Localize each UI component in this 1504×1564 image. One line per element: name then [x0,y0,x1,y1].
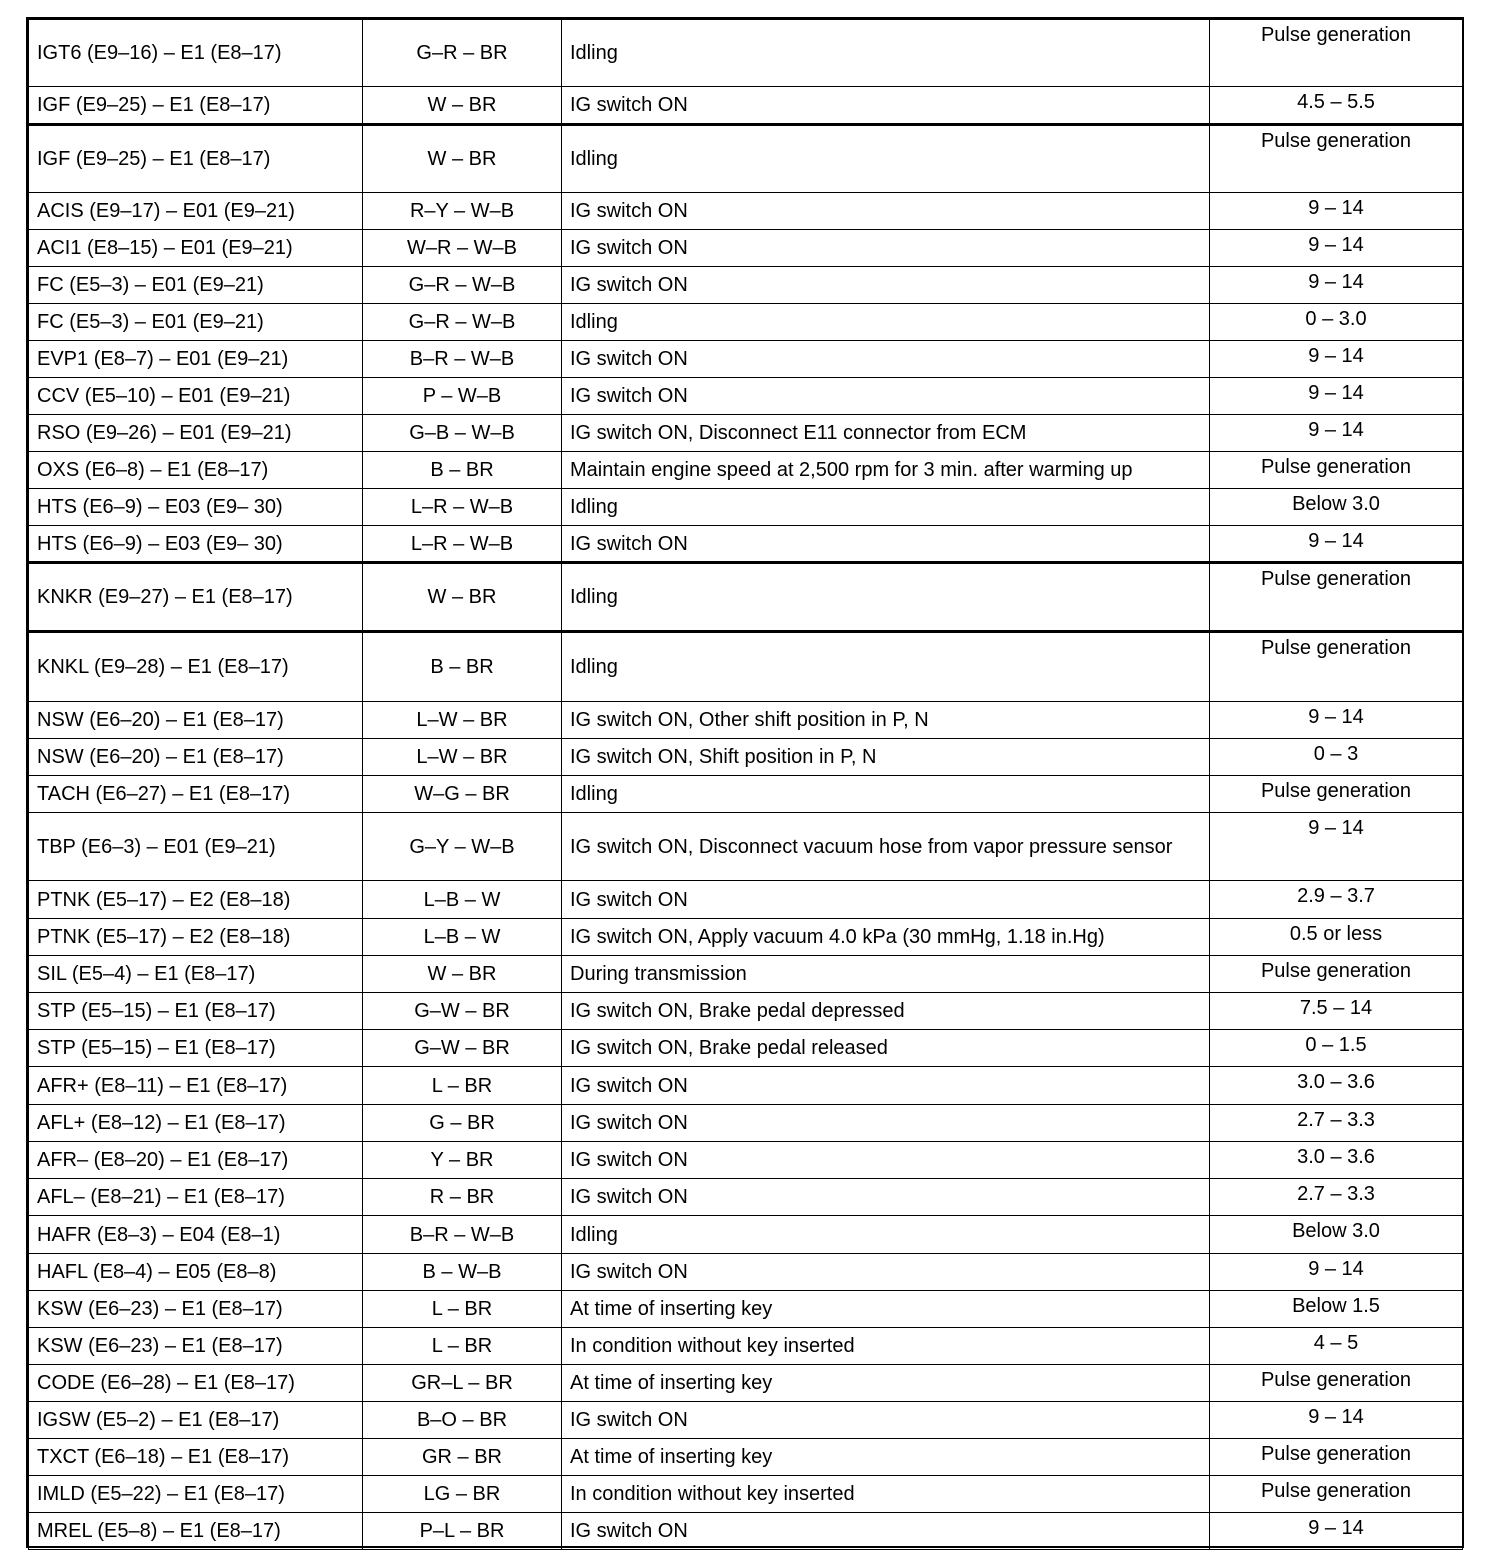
specified-condition-cell: 9 – 14 [1210,267,1463,304]
specified-condition-cell: Pulse generation [1210,776,1463,813]
specified-condition-cell: 9 – 14 [1210,526,1463,563]
terminal-cell: TXCT (E6–18) – E1 (E8–17) [29,1439,363,1476]
condition-cell: IG switch ON [562,1105,1210,1142]
specified-condition-cell: 7.5 – 14 [1210,993,1463,1030]
specified-condition-cell: 3.0 – 3.6 [1210,1067,1463,1105]
condition-cell: Idling [562,125,1210,193]
specified-condition-cell: 9 – 14 [1210,813,1463,881]
wiring-color-cell: L–R – W–B [363,526,562,563]
condition-cell: IG switch ON, Apply vacuum 4.0 kPa (30 mmHg, 1.18 in.Hg) [562,919,1210,956]
table-row [29,1328,1463,1365]
wiring-color-cell: P–L – BR [363,1513,562,1550]
table-row [29,1216,1463,1254]
condition-cell: Maintain engine speed at 2,500 rpm for 3 min. after warming up [562,452,1210,489]
terminal-cell: CODE (E6–28) – E1 (E8–17) [29,1365,363,1402]
table-row [29,230,1463,267]
terminal-cell: KNKR (E9–27) – E1 (E8–17) [29,563,363,632]
wiring-color-cell: R – BR [363,1179,562,1216]
specified-condition-cell: 2.7 – 3.3 [1210,1105,1463,1142]
specified-condition-cell: 4 – 5 [1210,1328,1463,1365]
condition-cell: IG switch ON, Shift position in P, N [562,739,1210,776]
terminal-cell: AFR– (E8–20) – E1 (E8–17) [29,1142,363,1179]
terminal-cell: NSW (E6–20) – E1 (E8–17) [29,702,363,739]
condition-cell: IG switch ON [562,193,1210,230]
table-row [29,1030,1463,1067]
terminal-cell: IGSW (E5–2) – E1 (E8–17) [29,1402,363,1439]
table-row [29,1365,1463,1402]
wiring-color-cell: P – W–B [363,378,562,415]
wiring-color-cell: G–R – BR [363,20,562,87]
specified-condition-cell: Below 1.5 [1210,1291,1463,1328]
table-row [29,993,1463,1030]
table-row [29,813,1463,881]
terminal-cell: NSW (E6–20) – E1 (E8–17) [29,739,363,776]
table-row [29,702,1463,739]
condition-cell: IG switch ON [562,526,1210,563]
condition-cell: At time of inserting key [562,1291,1210,1328]
specified-condition-cell: Pulse generation [1210,563,1463,632]
condition-cell: Idling [562,563,1210,632]
wiring-color-cell: LG – BR [363,1476,562,1513]
specified-condition-cell: Pulse generation [1210,1365,1463,1402]
table-row [29,193,1463,230]
table-body [29,20,1463,1550]
terminal-cell: HAFL (E8–4) – E05 (E8–8) [29,1254,363,1291]
condition-cell: IG switch ON [562,1254,1210,1291]
table-row [29,1067,1463,1105]
condition-cell: In condition without key inserted [562,1476,1210,1513]
wiring-color-cell: L – BR [363,1067,562,1105]
condition-cell: IG switch ON [562,230,1210,267]
wiring-color-cell: W–G – BR [363,776,562,813]
table-row [29,881,1463,919]
wiring-color-cell: L – BR [363,1328,562,1365]
wiring-color-cell: W – BR [363,563,562,632]
specified-condition-cell: Pulse generation [1210,956,1463,993]
wiring-color-cell: W – BR [363,956,562,993]
wiring-color-cell: W – BR [363,87,562,125]
wiring-color-cell: G–Y – W–B [363,813,562,881]
ecm-terminal-table [28,19,1463,1550]
specified-condition-cell: 3.0 – 3.6 [1210,1142,1463,1179]
wiring-color-cell: B–O – BR [363,1402,562,1439]
condition-cell: At time of inserting key [562,1439,1210,1476]
terminal-cell: HTS (E6–9) – E03 (E9– 30) [29,489,363,526]
terminal-cell: RSO (E9–26) – E01 (E9–21) [29,415,363,452]
specified-condition-cell: 9 – 14 [1210,341,1463,378]
condition-cell: At time of inserting key [562,1365,1210,1402]
terminal-cell: ACI1 (E8–15) – E01 (E9–21) [29,230,363,267]
terminal-cell: TBP (E6–3) – E01 (E9–21) [29,813,363,881]
table-row [29,341,1463,378]
terminal-cell: HAFR (E8–3) – E04 (E8–1) [29,1216,363,1254]
specified-condition-cell: 2.9 – 3.7 [1210,881,1463,919]
terminal-cell: KSW (E6–23) – E1 (E8–17) [29,1328,363,1365]
table-row [29,1291,1463,1328]
wiring-color-cell: L–B – W [363,919,562,956]
table-row [29,1254,1463,1291]
terminal-cell: EVP1 (E8–7) – E01 (E9–21) [29,341,363,378]
condition-cell: IG switch ON [562,1402,1210,1439]
wiring-color-cell: R–Y – W–B [363,193,562,230]
condition-cell: IG switch ON [562,267,1210,304]
terminal-cell: IMLD (E5–22) – E1 (E8–17) [29,1476,363,1513]
table-row [29,378,1463,415]
condition-cell: Idling [562,489,1210,526]
terminal-cell: AFL+ (E8–12) – E1 (E8–17) [29,1105,363,1142]
wiring-color-cell: W–R – W–B [363,230,562,267]
terminal-cell: OXS (E6–8) – E1 (E8–17) [29,452,363,489]
terminal-cell: IGF (E9–25) – E1 (E8–17) [29,125,363,193]
condition-cell: IG switch ON [562,1067,1210,1105]
terminal-cell: IGF (E9–25) – E1 (E8–17) [29,87,363,125]
wiring-color-cell: L – BR [363,1291,562,1328]
terminal-cell: AFL– (E8–21) – E1 (E8–17) [29,1179,363,1216]
wiring-color-cell: G–W – BR [363,1030,562,1067]
specified-condition-cell: Below 3.0 [1210,489,1463,526]
specified-condition-cell: 0 – 3 [1210,739,1463,776]
terminal-cell: MREL (E5–8) – E1 (E8–17) [29,1513,363,1550]
condition-cell: Idling [562,632,1210,702]
condition-cell: Idling [562,20,1210,87]
table-row [29,87,1463,125]
table-row [29,415,1463,452]
terminal-cell: CCV (E5–10) – E01 (E9–21) [29,378,363,415]
table-row [29,776,1463,813]
table-row [29,563,1463,632]
table-row [29,632,1463,702]
condition-cell: IG switch ON [562,341,1210,378]
wiring-color-cell: B – W–B [363,1254,562,1291]
specified-condition-cell: 9 – 14 [1210,1402,1463,1439]
wiring-color-cell: G – BR [363,1105,562,1142]
wiring-color-cell: GR – BR [363,1439,562,1476]
terminal-cell: STP (E5–15) – E1 (E8–17) [29,993,363,1030]
specified-condition-cell: Pulse generation [1210,125,1463,193]
table-row [29,125,1463,193]
wiring-color-cell: Y – BR [363,1142,562,1179]
terminal-cell: PTNK (E5–17) – E2 (E8–18) [29,881,363,919]
wiring-color-cell: G–R – W–B [363,267,562,304]
table-row [29,739,1463,776]
wiring-color-cell: G–B – W–B [363,415,562,452]
terminal-cell: FC (E5–3) – E01 (E9–21) [29,304,363,341]
condition-cell: IG switch ON [562,1179,1210,1216]
specified-condition-cell: 9 – 14 [1210,1254,1463,1291]
terminal-cell: TACH (E6–27) – E1 (E8–17) [29,776,363,813]
specified-condition-cell: Pulse generation [1210,632,1463,702]
condition-cell: Idling [562,304,1210,341]
specified-condition-cell: Pulse generation [1210,1476,1463,1513]
table-row [29,20,1463,87]
specified-condition-cell: 9 – 14 [1210,193,1463,230]
wiring-color-cell: GR–L – BR [363,1365,562,1402]
terminal-cell: FC (E5–3) – E01 (E9–21) [29,267,363,304]
specified-condition-cell: Pulse generation [1210,20,1463,87]
condition-cell: IG switch ON [562,1513,1210,1550]
wiring-color-cell: W – BR [363,125,562,193]
specified-condition-cell: 9 – 14 [1210,378,1463,415]
specified-condition-cell: 9 – 14 [1210,230,1463,267]
condition-cell: IG switch ON, Disconnect vacuum hose from vapor pressure sensor [562,813,1210,881]
table-row [29,1513,1463,1550]
condition-cell: IG switch ON, Brake pedal depressed [562,993,1210,1030]
wiring-color-cell: B – BR [363,452,562,489]
wiring-color-cell: G–R – W–B [363,304,562,341]
table-row [29,489,1463,526]
terminal-cell: PTNK (E5–17) – E2 (E8–18) [29,919,363,956]
specified-condition-cell: 0.5 or less [1210,919,1463,956]
table-row [29,267,1463,304]
wiring-color-cell: L–R – W–B [363,489,562,526]
table-row [29,452,1463,489]
specified-condition-cell: 9 – 14 [1210,702,1463,739]
terminal-cell: IGT6 (E9–16) – E1 (E8–17) [29,20,363,87]
specified-condition-cell: 0 – 3.0 [1210,304,1463,341]
table-row [29,956,1463,993]
condition-cell: During transmission [562,956,1210,993]
ecm-terminal-table-frame [26,17,1464,1548]
table-row [29,1476,1463,1513]
condition-cell: IG switch ON, Disconnect E11 connector from ECM [562,415,1210,452]
table-row [29,1142,1463,1179]
condition-cell: In condition without key inserted [562,1328,1210,1365]
condition-cell: Idling [562,776,1210,813]
table-row [29,1439,1463,1476]
wiring-color-cell: B – BR [363,632,562,702]
condition-cell: IG switch ON [562,1142,1210,1179]
terminal-cell: AFR+ (E8–11) – E1 (E8–17) [29,1067,363,1105]
wiring-color-cell: G–W – BR [363,993,562,1030]
condition-cell: IG switch ON [562,378,1210,415]
condition-cell: IG switch ON, Brake pedal released [562,1030,1210,1067]
specified-condition-cell: 0 – 1.5 [1210,1030,1463,1067]
terminal-cell: HTS (E6–9) – E03 (E9– 30) [29,526,363,563]
table-row [29,1179,1463,1216]
terminal-cell: KNKL (E9–28) – E1 (E8–17) [29,632,363,702]
condition-cell: IG switch ON, Other shift position in P, N [562,702,1210,739]
specified-condition-cell: 4.5 – 5.5 [1210,87,1463,125]
terminal-cell: ACIS (E9–17) – E01 (E9–21) [29,193,363,230]
table-row [29,526,1463,563]
specified-condition-cell: Pulse generation [1210,1439,1463,1476]
condition-cell: Idling [562,1216,1210,1254]
specified-condition-cell: 2.7 – 3.3 [1210,1179,1463,1216]
wiring-color-cell: L–W – BR [363,702,562,739]
terminal-cell: SIL (E5–4) – E1 (E8–17) [29,956,363,993]
condition-cell: IG switch ON [562,87,1210,125]
wiring-color-cell: L–B – W [363,881,562,919]
wiring-color-cell: L–W – BR [363,739,562,776]
table-row [29,1105,1463,1142]
table-row [29,304,1463,341]
table-row [29,919,1463,956]
terminal-cell: KSW (E6–23) – E1 (E8–17) [29,1291,363,1328]
specified-condition-cell: Below 3.0 [1210,1216,1463,1254]
wiring-color-cell: B–R – W–B [363,1216,562,1254]
terminal-cell: STP (E5–15) – E1 (E8–17) [29,1030,363,1067]
specified-condition-cell: 9 – 14 [1210,1513,1463,1550]
specified-condition-cell: Pulse generation [1210,452,1463,489]
wiring-color-cell: B–R – W–B [363,341,562,378]
specified-condition-cell: 9 – 14 [1210,415,1463,452]
table-row [29,1402,1463,1439]
condition-cell: IG switch ON [562,881,1210,919]
